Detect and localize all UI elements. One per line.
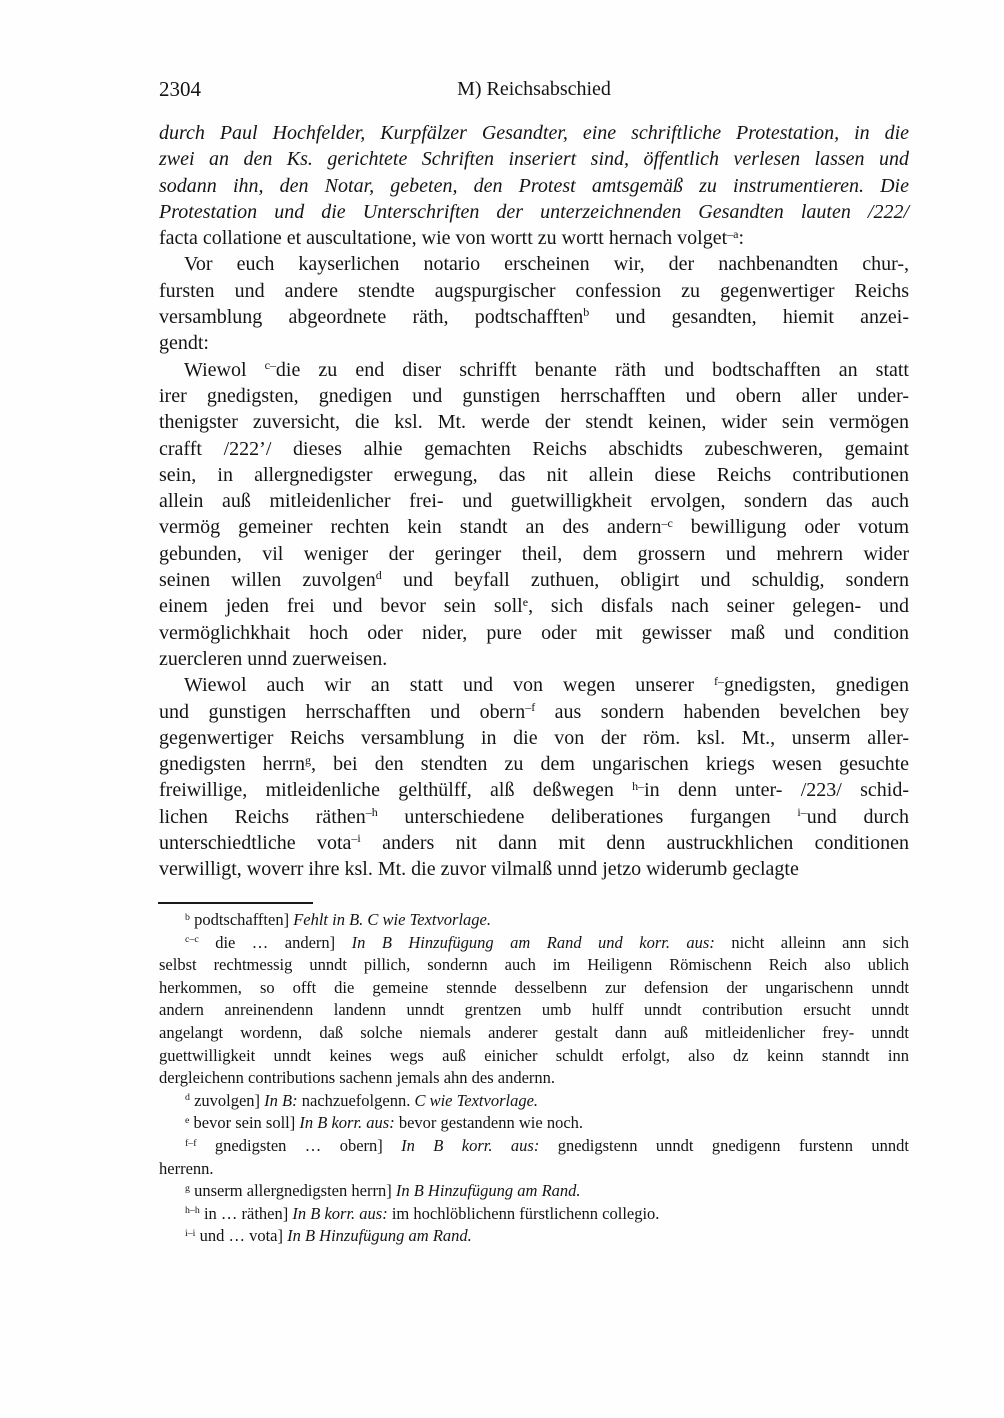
text-run: Vor euch kayserlichen notario erscheinen wir, der nachbenandten chur-, bbox=[184, 253, 909, 276]
text-line bbox=[159, 251, 909, 277]
text-run: guettwilligkeit unndt keines wegs auß einicher schuldt erfolgt, also dz keinn stanndt inn bbox=[159, 1045, 909, 1065]
italic-run: zwei an den Ks. gerichtete Schriften inseriert sind, öffentlich verlesen lassen und bbox=[159, 148, 909, 171]
text-run: sein, in allergnedigster erwegung, das nit allein diese Reichs contributionen bbox=[159, 463, 909, 486]
text-run: vermöglichkhait hoch oder nider, pure oder mit gewisser maß und condition bbox=[159, 621, 909, 644]
text-run: herkommen, so offt die gemeine stennde desselbenn zur defension der ungarischenn unndt bbox=[159, 977, 909, 997]
footnote-marker: f–f bbox=[185, 1137, 197, 1149]
footnote-marker: b bbox=[185, 911, 190, 923]
text-run: dergleichenn contributions sachenn jemals ahn des andernn. bbox=[159, 1068, 556, 1088]
text-run: nachzuefolgenn. bbox=[301, 1090, 415, 1110]
text-run: zuercleren unnd zuerweisen. bbox=[159, 647, 388, 670]
text-line bbox=[159, 830, 909, 856]
text-run: thenigster zuversicht, die ksl. Mt. werde der stendt keinen, wider sein vermögen bbox=[159, 411, 909, 434]
text-run: seinen willen zuvolgen bbox=[159, 569, 376, 592]
text-run: bevor gestandenn wie noch. bbox=[398, 1113, 584, 1133]
text-run: herrenn. bbox=[159, 1158, 214, 1178]
text-run: fursten und andere stendte augspurgischer confession zu gegenwertiger Reichs bbox=[159, 279, 909, 302]
text-run: crafft /222’/ dieses alhie gemachten Reichs abschidts zubeschweren, gemaint bbox=[159, 437, 909, 460]
text-line bbox=[159, 1158, 909, 1181]
footnote-marker: c–c bbox=[185, 934, 199, 946]
footnote-reference: h– bbox=[632, 778, 645, 793]
footnote-reference: e bbox=[522, 594, 529, 609]
text-line bbox=[159, 999, 909, 1022]
text-line bbox=[159, 330, 909, 356]
text-line bbox=[159, 304, 909, 330]
footnote-reference: –c bbox=[661, 515, 673, 530]
footnote bbox=[159, 909, 909, 932]
text-run: verwilligt, woverr ihre ksl. Mt. die zuvor vilmalß unnd jetzo widerumb geclagte bbox=[159, 858, 799, 881]
text-run: freiwillige, mitleidenliche gelthülff, alß deßwegen bbox=[159, 779, 633, 802]
page-number: 2304 bbox=[159, 77, 201, 101]
text-line bbox=[159, 751, 909, 777]
text-line bbox=[159, 804, 909, 830]
italic-run: In B korr. aus: bbox=[299, 1113, 399, 1133]
italic-run: In B korr. aus: bbox=[401, 1135, 558, 1155]
text-line bbox=[159, 357, 909, 383]
text-run: Wiewol bbox=[184, 358, 265, 381]
text-line bbox=[159, 383, 909, 409]
text-line bbox=[159, 462, 909, 488]
text-line bbox=[159, 199, 909, 225]
text-line bbox=[159, 1022, 909, 1045]
text-run: allein auß mitleidenlicher frei- und guetwilligkheit ervolgen, sondern das auch bbox=[159, 490, 909, 513]
text-line bbox=[159, 699, 909, 725]
text-run: , sich disfals nach seiner gelegen- und bbox=[528, 595, 909, 618]
italic-run: C wie Textvorlage. bbox=[414, 1090, 539, 1110]
footnotes bbox=[159, 909, 909, 1248]
paragraph bbox=[159, 120, 909, 251]
text-run: angelangt wordenn, daß solche niemals anderer gestalt dann auß mitleidenlicher frey- unndt bbox=[159, 1022, 909, 1042]
text-line bbox=[159, 225, 909, 251]
text-line bbox=[159, 1225, 909, 1248]
text-line bbox=[159, 1045, 909, 1068]
italic-run: durch Paul Hochfelder, Kurpfälzer Gesandter, eine schriftliche Protestation, in die bbox=[159, 122, 909, 144]
text-line bbox=[159, 777, 909, 803]
text-run: gebunden, vil weniger der geringer theil, dem grossern und mehrern wider bbox=[159, 542, 909, 565]
footnote-reference: f– bbox=[714, 673, 725, 688]
footnote bbox=[159, 1135, 909, 1180]
text-run: versamblung abgeordnete räth, podtschafften bbox=[159, 306, 584, 329]
paragraph bbox=[159, 357, 909, 673]
text-run: aus sondern habenden bevelchen bey bbox=[535, 700, 909, 723]
italic-run: Fehlt in B. C wie Textvorlage. bbox=[293, 910, 492, 929]
text-run: , bei den stendten zu dem ungarischen kriegs wesen gesuchte bbox=[311, 753, 909, 776]
text-run: einem jeden frei und bevor sein soll bbox=[159, 595, 523, 618]
text-line bbox=[159, 488, 909, 514]
text-run: selbst rechtmessig unndt pillich, sondernn auch im Heiligenn Römischenn Reich also ublich bbox=[159, 955, 909, 975]
footnote bbox=[159, 1180, 909, 1203]
text-line bbox=[159, 514, 909, 540]
text-run: die zu end diser schrifft benante räth und bodtschafften an statt bbox=[275, 358, 909, 381]
text-run: im hochlöblichenn fürstlichenn collegio. bbox=[391, 1203, 660, 1223]
text-line bbox=[159, 409, 909, 435]
text-line bbox=[159, 1067, 909, 1090]
footnote-reference: g bbox=[305, 752, 311, 767]
text-run: die … andern] bbox=[215, 932, 352, 952]
footnote-marker: e bbox=[185, 1114, 190, 1126]
footnote-reference: –i bbox=[351, 831, 361, 846]
footnote-marker: d bbox=[185, 1092, 190, 1104]
text-run: unterschiedene deliberationes furgangen bbox=[377, 805, 798, 828]
text-run: nicht alleinn ann sich bbox=[731, 932, 910, 952]
text-line bbox=[159, 1180, 909, 1203]
text-line bbox=[159, 856, 909, 882]
text-run: gnedigsten herrn bbox=[159, 753, 305, 776]
footnote-marker: h–h bbox=[185, 1205, 200, 1217]
text-run: : bbox=[738, 227, 745, 250]
footnote-reference: b bbox=[583, 305, 590, 320]
footnote bbox=[159, 1112, 909, 1135]
text-line bbox=[159, 278, 909, 304]
text-line bbox=[159, 954, 909, 977]
text-line bbox=[159, 541, 909, 567]
text-run: bewilligung oder votum bbox=[672, 516, 909, 539]
footnote-reference: –h bbox=[365, 805, 378, 820]
text-line bbox=[159, 593, 909, 619]
text-run: und gesandten, hiemit anzei- bbox=[589, 306, 910, 329]
text-run: und beyfall zuthuen, obligirt und schuldig, sondern bbox=[381, 569, 909, 592]
paragraph bbox=[159, 251, 909, 356]
footnote bbox=[159, 1225, 909, 1248]
text-line bbox=[159, 1203, 909, 1226]
text-line bbox=[159, 567, 909, 593]
footnote-reference: i– bbox=[797, 805, 807, 820]
text-run: facta collatione et auscultatione, wie von wortt zu wortt hernach volget bbox=[159, 227, 728, 250]
text-line bbox=[159, 120, 909, 146]
italic-run: In B Hinzufügung am Rand und korr. aus: bbox=[351, 932, 732, 952]
text-run: Wiewol auch wir an statt und von wegen unserer bbox=[184, 674, 715, 697]
italic-run: In B: bbox=[264, 1090, 302, 1110]
italic-run: In B Hinzufügung am Rand. bbox=[287, 1226, 472, 1246]
page-header bbox=[159, 76, 909, 103]
text-line bbox=[159, 436, 909, 462]
footnote-reference: d bbox=[375, 568, 382, 583]
text-run: und gunstigen herrschafften und obern bbox=[159, 700, 526, 723]
text-line bbox=[159, 620, 909, 646]
footnote bbox=[159, 1090, 909, 1113]
text-run: bevor sein soll] bbox=[193, 1113, 300, 1133]
text-run: irer gnedigsten, gnedigen und gunstigen herrschafften und obern aller under- bbox=[159, 384, 909, 407]
text-run: gnedigsten … obern] bbox=[214, 1135, 402, 1155]
text-line bbox=[159, 932, 909, 955]
text-line bbox=[159, 725, 909, 751]
footnote-marker: i–i bbox=[185, 1227, 196, 1239]
text-run: gegenwertiger Reichs versamblung in die von der röm. ksl. Mt., unserm aller- bbox=[159, 726, 909, 749]
footnote-separator bbox=[158, 902, 313, 904]
footnote-reference: –f bbox=[525, 699, 536, 714]
italic-run: sodann ihn, den Notar, gebeten, den Protest amtsgemäß zu instrumentieren. Die bbox=[159, 174, 909, 197]
text-run: unterschiedtliche vota bbox=[159, 832, 352, 855]
text-run: anders nit dann mit denn austruckhlichen conditionen bbox=[360, 832, 910, 855]
text-line bbox=[159, 1112, 909, 1135]
italic-run: In B Hinzufügung am Rand. bbox=[395, 1181, 581, 1201]
text-line bbox=[159, 646, 909, 672]
main-text bbox=[159, 120, 909, 883]
text-run: gnedigstenn unndt gnedigenn furstenn unndt bbox=[557, 1135, 910, 1155]
text-line bbox=[159, 173, 909, 199]
text-line bbox=[159, 909, 909, 932]
text-run: zuvolgen] bbox=[194, 1090, 265, 1110]
text-run: lichen Reichs räthen bbox=[159, 805, 366, 828]
footnote-marker: g bbox=[185, 1182, 190, 1194]
text-line bbox=[159, 977, 909, 1000]
text-line bbox=[159, 146, 909, 172]
text-run: und durch bbox=[806, 805, 909, 828]
text-run: andern anreinendenn landenn unndt grentzen umb hulff unndt contribution ersucht unndt bbox=[159, 1000, 909, 1020]
text-run: unserm allergnedigsten herrn] bbox=[194, 1181, 396, 1201]
text-run: gnedigsten, gnedigen bbox=[724, 674, 909, 697]
footnote-reference: –a bbox=[727, 226, 739, 241]
text-run: und … vota] bbox=[199, 1226, 288, 1246]
paragraph bbox=[159, 672, 909, 882]
italic-run: Protestation und die Unterschriften der unterzeichnenden Gesandten lauten /222/ bbox=[159, 200, 909, 223]
footnote-reference: c– bbox=[264, 358, 276, 373]
text-line bbox=[159, 672, 909, 698]
running-head: M) Reichsabschied bbox=[457, 78, 611, 100]
text-line bbox=[159, 1090, 909, 1113]
text-run: gendt: bbox=[159, 332, 209, 355]
text-line bbox=[159, 1135, 909, 1158]
text-run: in denn unter- /223/ schid- bbox=[644, 779, 909, 802]
text-run: podtschafften] bbox=[194, 910, 294, 929]
text-run: vermög gemeiner rechten kein standt an des andern bbox=[159, 516, 662, 539]
footnote bbox=[159, 932, 909, 1090]
italic-run: In B korr. aus: bbox=[292, 1203, 392, 1223]
footnote bbox=[159, 1203, 909, 1226]
text-run: in … räthen] bbox=[203, 1203, 293, 1223]
